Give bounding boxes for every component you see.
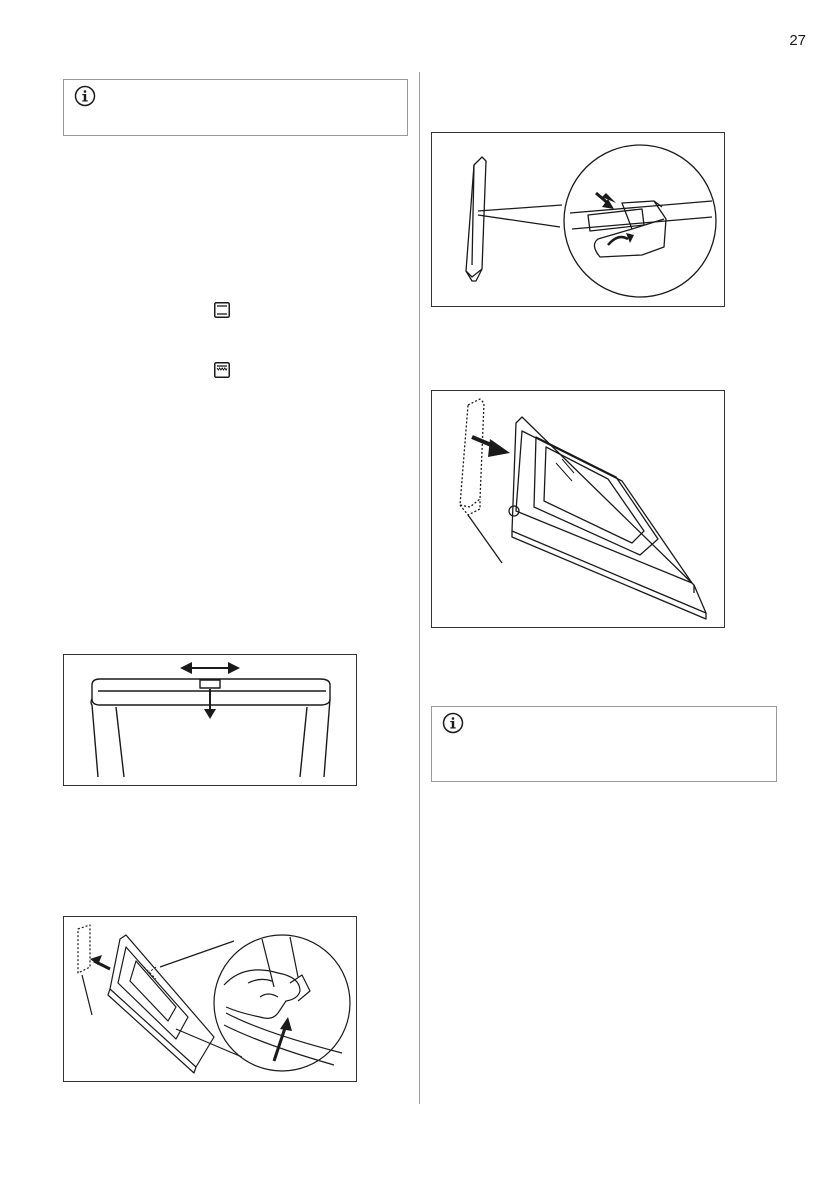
info-note-box-bottom xyxy=(431,706,777,782)
info-icon xyxy=(74,85,96,107)
door-cover-clip-figure xyxy=(431,132,725,307)
down-arrow-icon xyxy=(204,689,216,719)
door-glass-removal-figure xyxy=(63,916,357,1082)
oven-bottom-heat-icon xyxy=(214,362,230,378)
double-arrow-icon xyxy=(180,662,240,674)
door-cover-release-figure xyxy=(63,654,357,786)
info-note-box xyxy=(63,79,408,136)
page-number: 27 xyxy=(789,32,806,49)
column-divider xyxy=(419,72,420,1104)
door-cover-install-figure xyxy=(431,390,725,628)
info-icon xyxy=(442,712,464,734)
oven-conventional-icon xyxy=(214,302,230,318)
